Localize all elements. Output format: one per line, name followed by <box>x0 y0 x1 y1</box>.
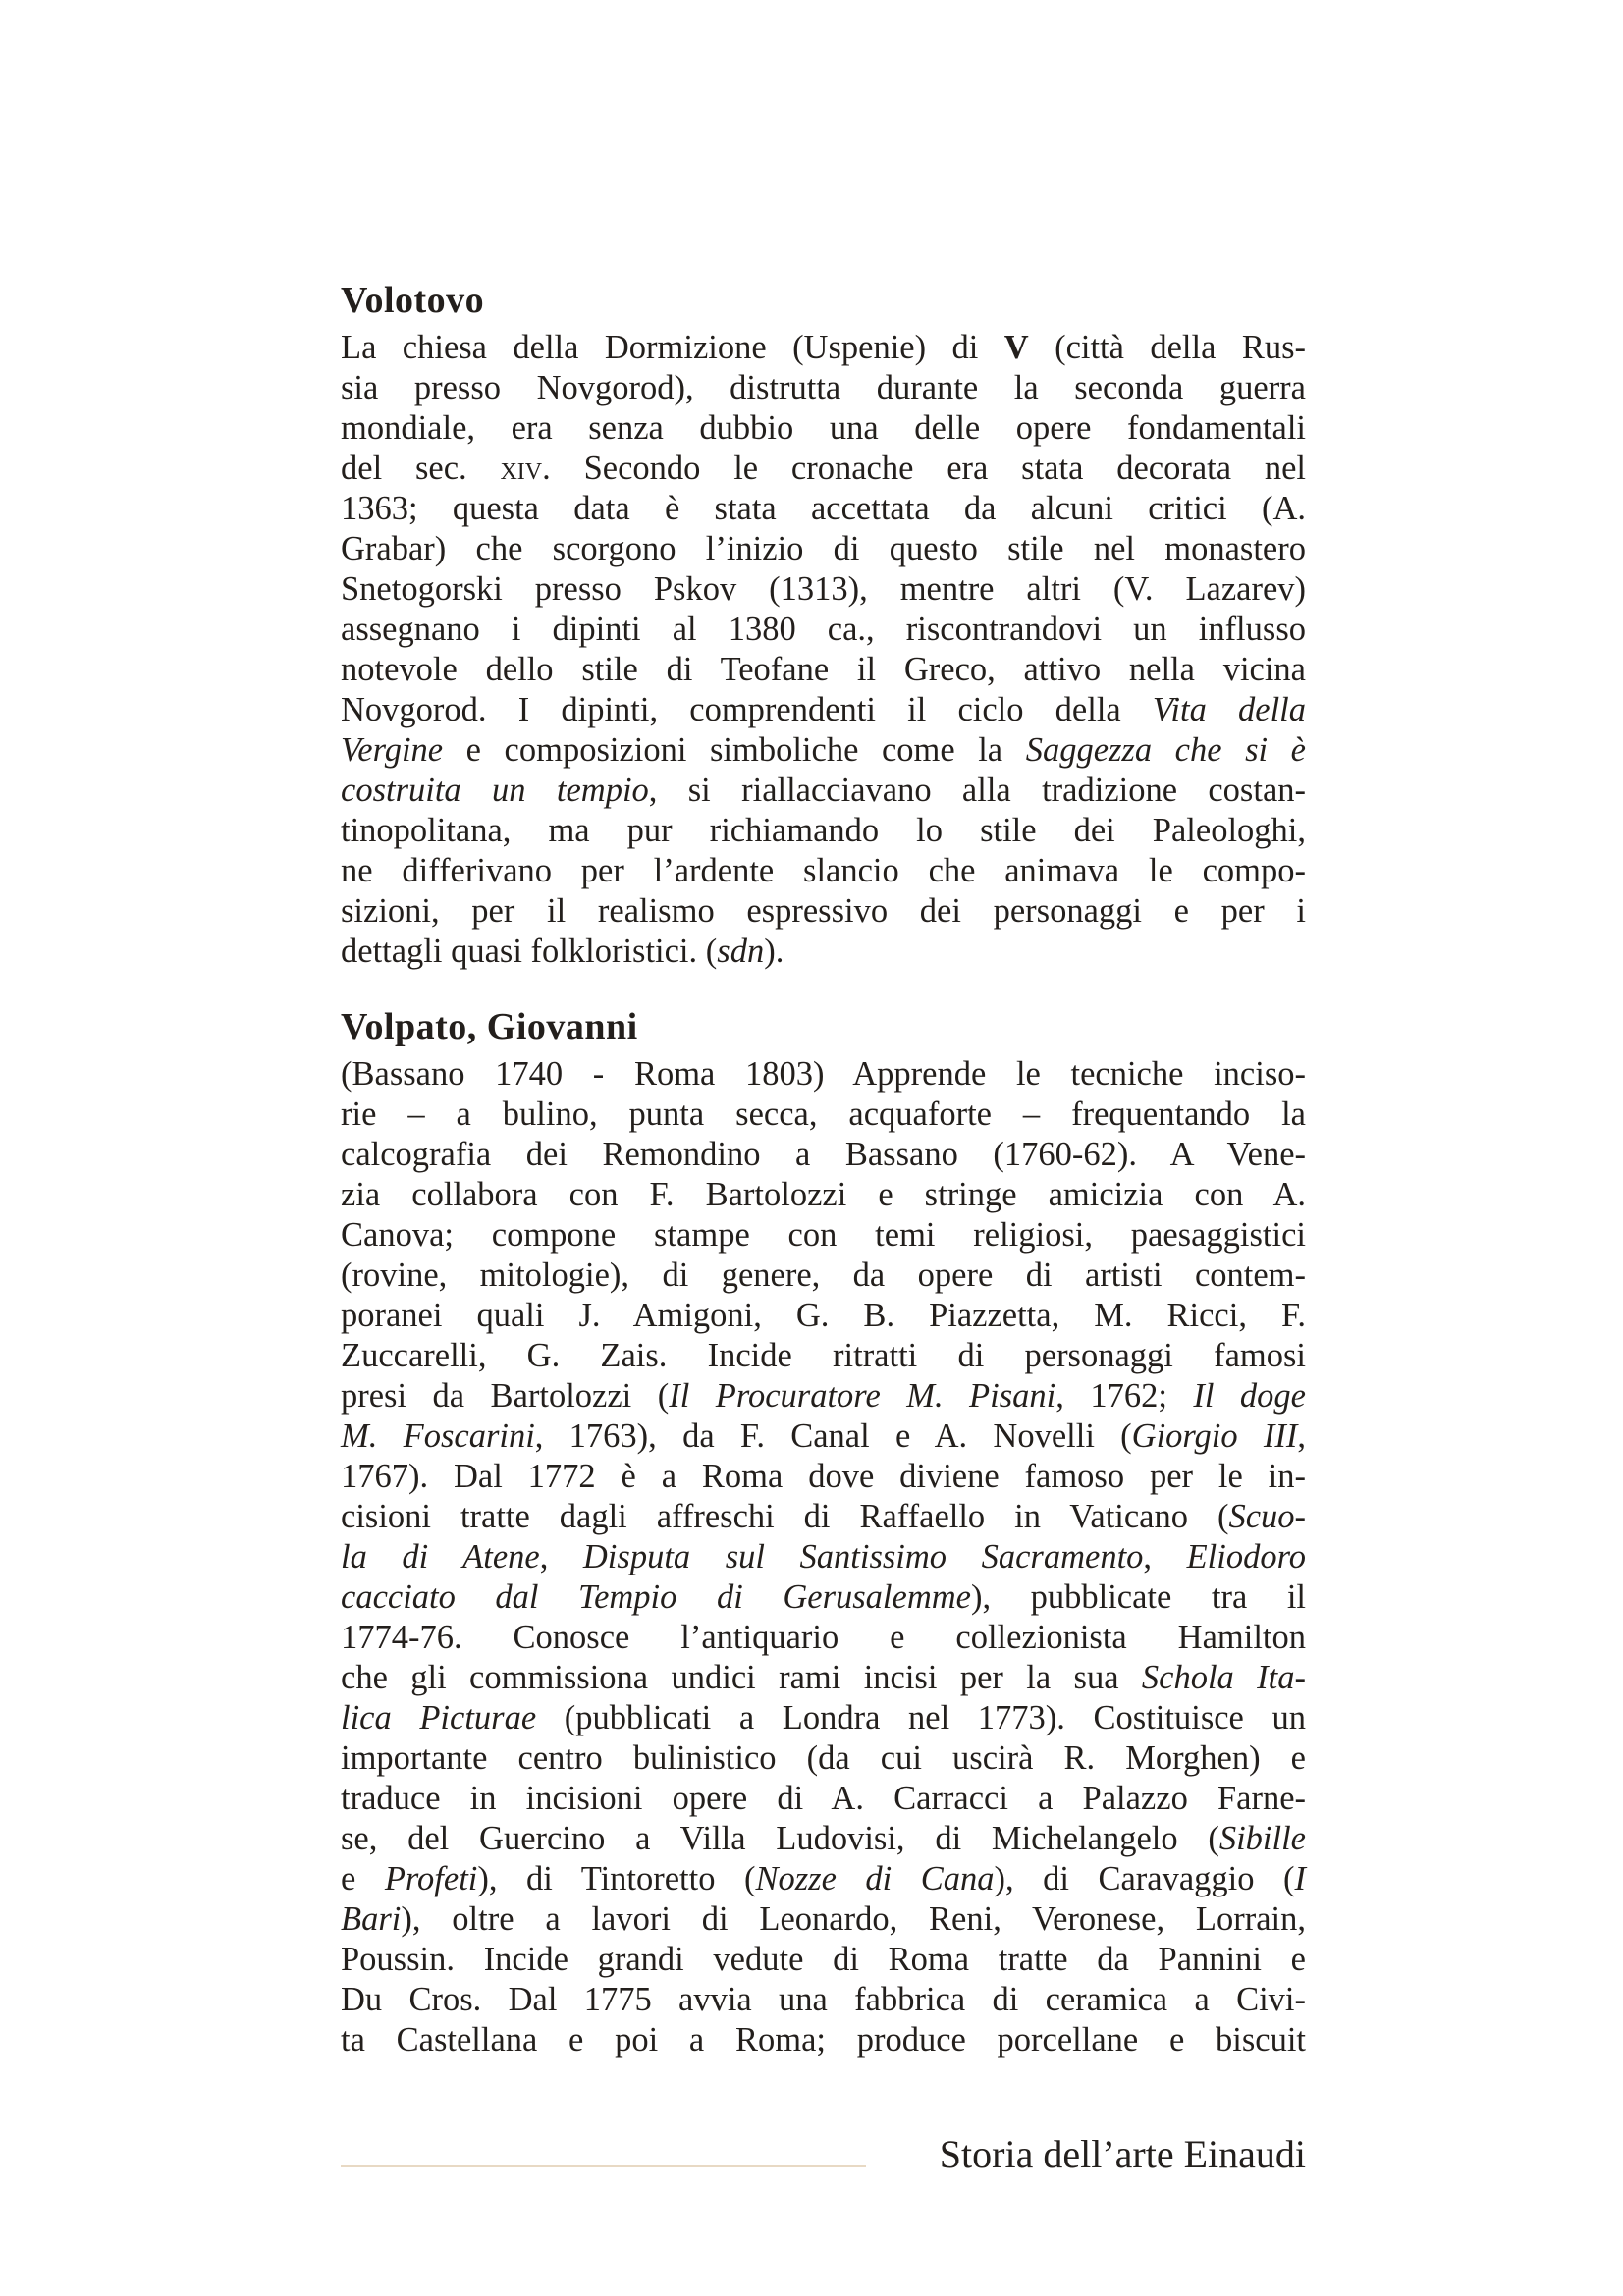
entry-body <box>341 328 1306 972</box>
text-line: M. Foscarini, 1763), da F. Canal e A. Novelli (Giorgio III, <box>341 1417 1306 1455</box>
text-line: Du Cros. Dal 1775 avvia una fabbrica di ceramica a Civi- <box>341 1981 1306 2018</box>
text-line: assegnano i dipinti al 1380 ca., riscontrandovi un influsso <box>341 611 1306 648</box>
entry-volotovo <box>341 275 1306 972</box>
text-line: importante centro bulinistico (da cui uscirà R. Morghen) e <box>341 1739 1306 1777</box>
text-line: che gli commissiona undici rami incisi per la sua Schola Ita- <box>341 1659 1306 1696</box>
text-line: Novgorod. I dipinti, comprendenti il ciclo della Vita della <box>341 691 1306 728</box>
entry-volpato <box>341 1001 1306 2060</box>
footer-title: Storia dell’arte Einaudi <box>939 2132 1306 2176</box>
entry-title: Volotovo <box>341 280 485 321</box>
text-line: La chiesa della Dormizione (Uspenie) di V (città della Rus- <box>341 329 1306 366</box>
text-line: Zuccarelli, G. Zais. Incide ritratti di personaggi famosi <box>341 1337 1306 1374</box>
text-line: la di Atene, Disputa sul Santissimo Sacramento, Eliodoro <box>341 1538 1306 1575</box>
text-line: 1774-76. Conosce l’antiquario e collezionista Hamilton <box>341 1619 1306 1656</box>
text-line: e Profeti), di Tintoretto (Nozze di Cana), di Caravaggio (I <box>341 1860 1306 1897</box>
text-line: mondiale, era senza dubbio una delle opere fondamentali <box>341 409 1306 447</box>
text-line: notevole dello stile di Teofane il Greco, attivo nella vicina <box>341 651 1306 688</box>
text-line: Poussin. Incide grandi vedute di Roma tratte da Pannini e <box>341 1941 1306 1978</box>
text-line: (Bassano 1740 - Roma 1803) Apprende le tecniche inciso- <box>341 1055 1306 1093</box>
text-line: presi da Bartolozzi (Il Procuratore M. Pisani, 1762; Il doge <box>341 1377 1306 1415</box>
page-footer <box>341 2130 1306 2179</box>
text-line: costruita un tempio, si riallacciavano alla tradizione costan- <box>341 772 1306 809</box>
text-line: sia presso Novgorod), distrutta durante la seconda guerra <box>341 369 1306 406</box>
text-line: 1767). Dal 1772 è a Roma dove diviene famoso per le in- <box>341 1458 1306 1495</box>
text-line: lica Picturae (pubblicati a Londra nel 1773). Costituisce un <box>341 1699 1306 1736</box>
text-line: (rovine, mitologie), di genere, da opere di artisti contem- <box>341 1256 1306 1294</box>
footer-rule <box>341 2165 866 2167</box>
text-line: traduce in incisioni opere di A. Carracci a Palazzo Farne- <box>341 1780 1306 1817</box>
text-line: zia collabora con F. Bartolozzi e stringe amicizia con A. <box>341 1176 1306 1213</box>
text-line: tinopolitana, ma pur richiamando lo stile dei Paleologhi, <box>341 812 1306 849</box>
text-line: dettagli quasi folkloristici. (sdn). <box>341 933 784 970</box>
text-line: poranei quali J. Amigoni, G. B. Piazzetta, M. Ricci, F. <box>341 1297 1306 1334</box>
text-line: ta Castellana e poi a Roma; produce porcellane e biscuit <box>341 2021 1306 2058</box>
entry-title: Volpato, Giovanni <box>341 1006 638 1047</box>
text-line: se, del Guercino a Villa Ludovisi, di Michelangelo (Sibille <box>341 1820 1306 1857</box>
text-line: Bari), oltre a lavori di Leonardo, Reni, Veronese, Lorrain, <box>341 1900 1306 1938</box>
text-line: Canova; compone stampe con temi religiosi, paesaggistici <box>341 1216 1306 1254</box>
text-line: sizioni, per il realismo espressivo dei personaggi e per i <box>341 892 1306 930</box>
text-line: Grabar) che scorgono l’inizio di questo stile nel monastero <box>341 530 1306 567</box>
text-line: calcografia dei Remondino a Bassano (1760-62). A Vene- <box>341 1136 1306 1173</box>
text-line: rie – a bulino, punta secca, acquaforte – frequentando la <box>341 1095 1306 1133</box>
text-line: cisioni tratte dagli affreschi di Raffaello in Vaticano (Scuo- <box>341 1498 1306 1535</box>
entry-body <box>341 1054 1306 2060</box>
text-line: ne differivano per l’ardente slancio che animava le compo- <box>341 852 1306 889</box>
text-line: del sec. xiv. Secondo le cronache era stata decorata nel <box>341 450 1306 487</box>
text-line: Vergine e composizioni simboliche come la Saggezza che si è <box>341 731 1306 769</box>
text-line: 1363; questa data è stata accettata da alcuni critici (A. <box>341 490 1306 527</box>
text-line: cacciato dal Tempio di Gerusalemme), pubblicate tra il <box>341 1578 1307 1616</box>
text-line: Snetogorski presso Pskov (1313), mentre altri (V. Lazarev) <box>341 570 1306 608</box>
